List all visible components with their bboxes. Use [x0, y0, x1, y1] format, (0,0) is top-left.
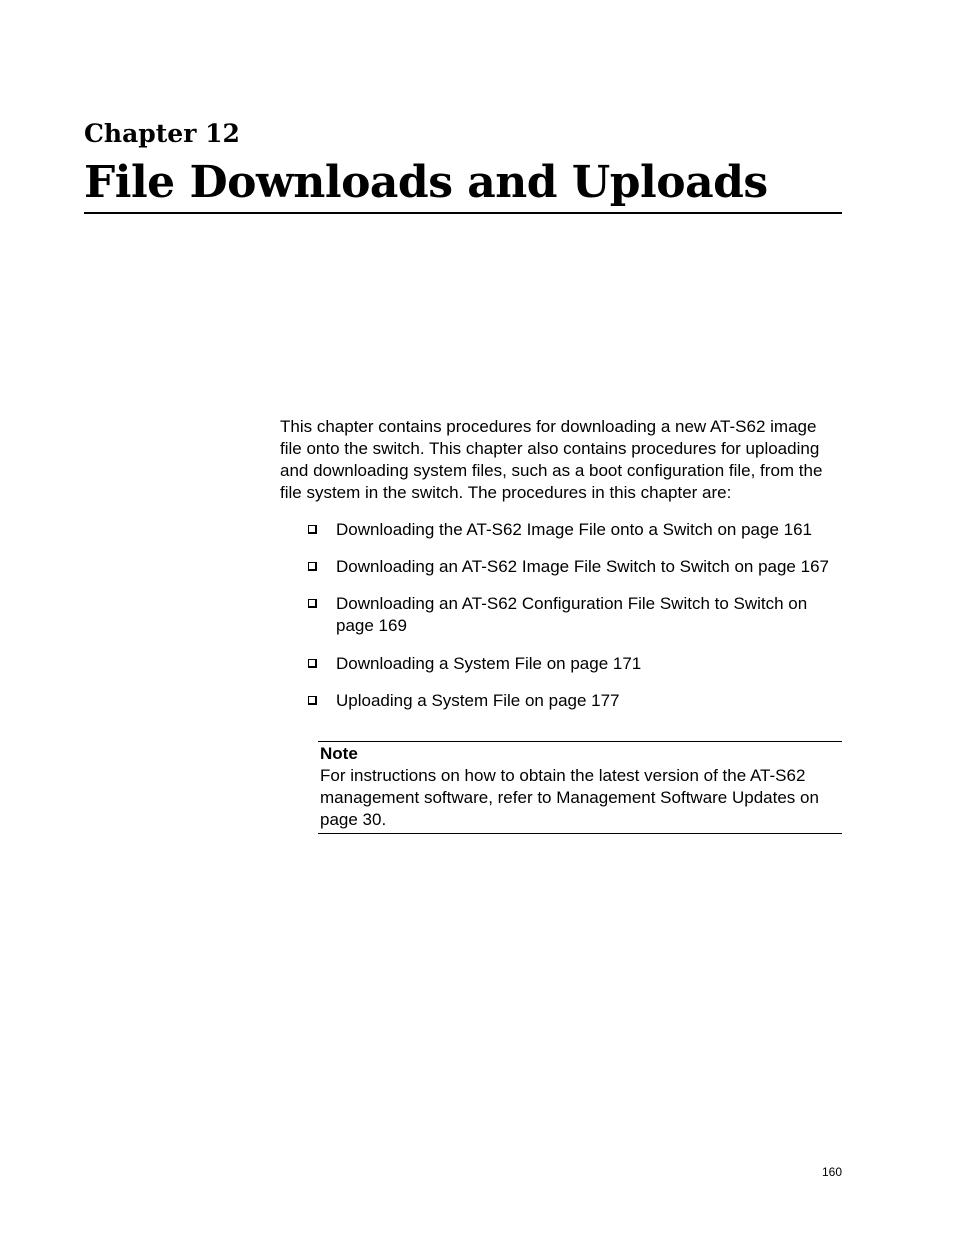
- list-item: [308, 593, 848, 637]
- procedure-link[interactable]: Downloading an AT-S62 Configuration File Switch to Switch on page 169: [336, 594, 808, 635]
- checkbox-bullet-icon: [308, 659, 317, 668]
- intro-paragraph: This chapter contains procedures for downloading a new AT-S62 image file onto the switch. This chapter also contains procedures for uploading and downloading system files, such as a boot configuration file, from the file system in the switch. The procedures in this chapter are:: [280, 417, 823, 502]
- procedure-link[interactable]: Downloading the AT-S62 Image File onto a Switch on page 161: [336, 520, 812, 539]
- procedure-list: [308, 519, 848, 727]
- title-rule: [84, 212, 842, 214]
- checkbox-bullet-icon: [308, 696, 317, 705]
- chapter-label: Chapter 12: [84, 119, 240, 148]
- list-item: [308, 519, 848, 541]
- note-body: For instructions on how to obtain the latest version of the AT-S62 management software, refer to Management Software Updates on page 30.: [320, 766, 819, 829]
- procedure-link[interactable]: Downloading a System File on page 171: [336, 654, 642, 673]
- procedure-link[interactable]: Uploading a System File on page 177: [336, 691, 620, 710]
- list-item: [308, 690, 848, 712]
- page-number: 160: [821, 1165, 842, 1179]
- note-box: [318, 741, 842, 834]
- list-item: [308, 653, 848, 675]
- list-item: [308, 556, 848, 578]
- checkbox-bullet-icon: [308, 525, 317, 534]
- procedure-link[interactable]: Downloading an AT-S62 Image File Switch to Switch on page 167: [336, 557, 829, 576]
- checkbox-bullet-icon: [308, 599, 317, 608]
- chapter-title: File Downloads and Uploads: [84, 157, 768, 208]
- checkbox-bullet-icon: [308, 562, 317, 571]
- note-heading: Note: [320, 744, 358, 763]
